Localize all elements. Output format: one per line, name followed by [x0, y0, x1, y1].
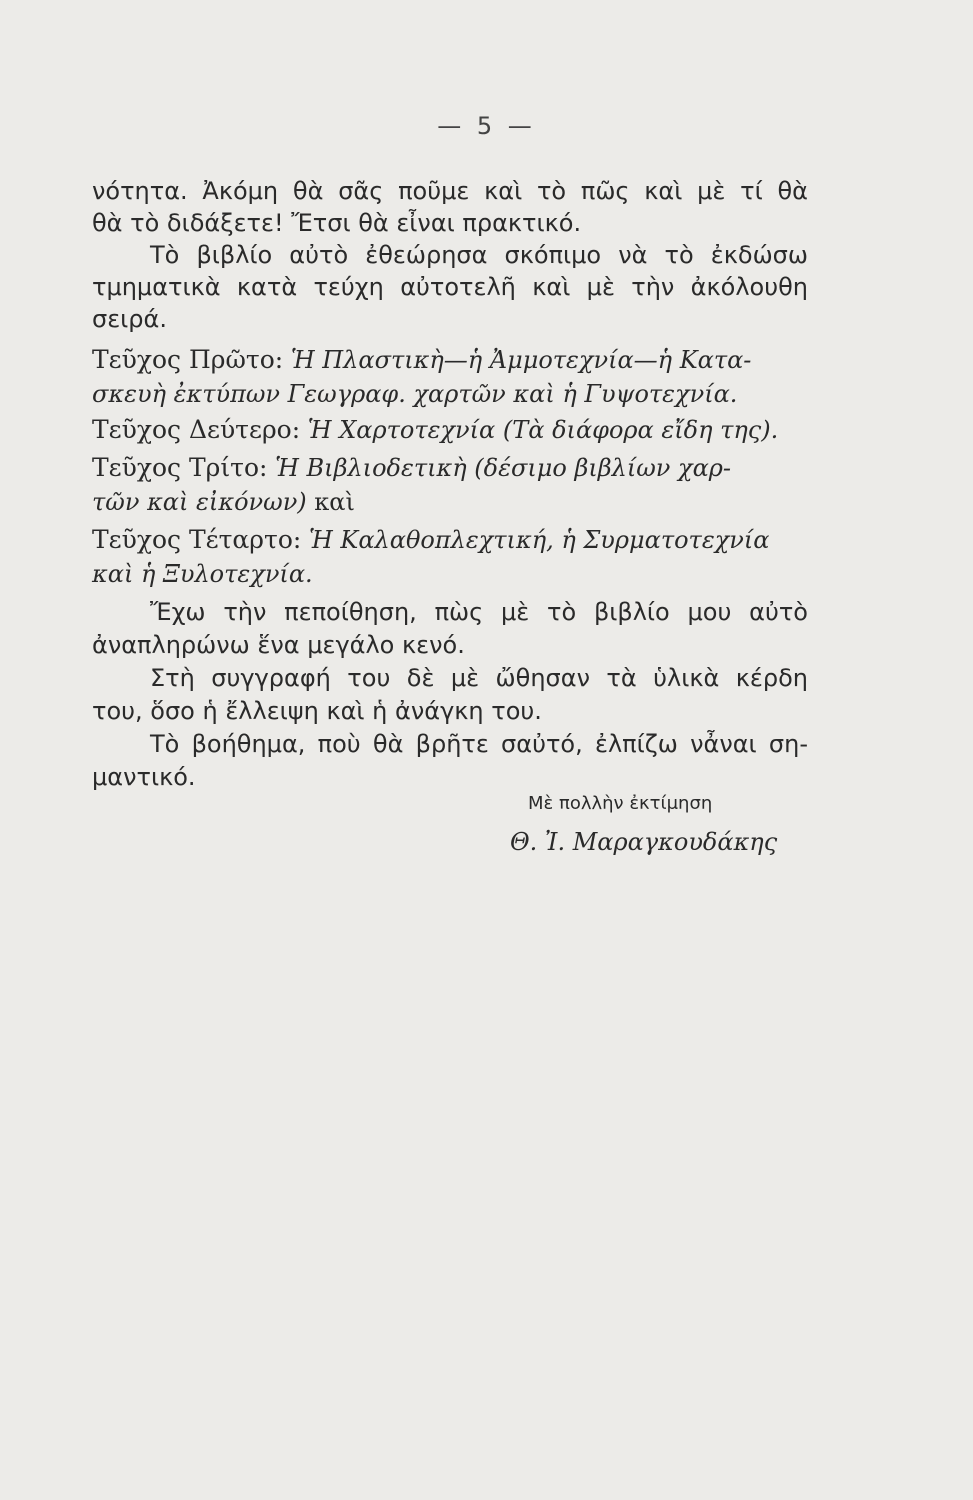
volume-1-line-2	[92, 378, 808, 410]
volume-1-label: Τεῦχος Πρῶτο:	[92, 345, 284, 374]
text-line: μαντικό.	[92, 763, 196, 791]
volume-2-label: Τεῦχος Δεύτερο:	[92, 415, 301, 444]
text-line: Τὸ βοήθημα, ποὺ θὰ βρῆτε σαὐτό, ἐλπίζω νἆναι ση-	[150, 730, 808, 758]
text-line: σειρά.	[92, 305, 167, 333]
text-line: του, ὅσο ἡ ἔλλειψη καὶ ἡ ἀνάγκη του.	[92, 697, 542, 725]
volume-3-line-1	[92, 452, 808, 484]
text-line: ἀναπληρώνω ἕνα μεγάλο κενό.	[92, 631, 465, 659]
text-line: Ἔχω τὴν πεποίθηση, πὼς μὲ τὸ βιβλίο μου αὐτὸ	[150, 598, 808, 626]
volume-1-title-cont: σκευὴ ἐκτύπων Γεωγραφ. χαρτῶν καὶ ἡ Γυψοτεχνία.	[92, 380, 738, 408]
volume-1-line-1	[92, 344, 808, 376]
volume-3-title-cont: τῶν καὶ εἰκόνων)	[92, 488, 307, 516]
text-line: Τὸ βιβλίο αὐτὸ ἐθεώρησα σκόπιμο νὰ τὸ ἐκδώσω	[150, 241, 808, 269]
volume-2-title: Ἡ Χαρτοτεχνία (Τὰ διάφορα εἴδη της).	[307, 416, 779, 444]
volume-3-label: Τεῦχος Τρίτο:	[92, 453, 268, 482]
volume-3-suffix: καὶ	[314, 488, 355, 516]
text-line: θὰ τὸ διδάξετε! Ἔτσι θὰ εἶναι πρακτικό.	[92, 209, 582, 237]
salutation: Μὲ πολλὴν ἐκτίμηση	[528, 793, 713, 814]
text-line: νότητα. Ἀκόμη θὰ σᾶς ποῦμε καὶ τὸ πῶς καὶ μὲ τί θὰ	[92, 177, 808, 205]
text-line: τμηματικὰ κατὰ τεύχη αὐτοτελῆ καὶ μὲ τὴν ἀκόλουθη	[92, 273, 808, 301]
volume-4-line-1	[92, 524, 808, 556]
volume-4-title: Ἡ Καλαθοπλεχτική, ἡ Συρματοτεχνία	[308, 526, 770, 554]
volume-1-title: Ἡ Πλαστικὴ—ἡ Ἀμμοτεχνία—ἡ Κατα-	[290, 346, 752, 374]
volume-3-title: Ἡ Βιβλιοδετικὴ (δέσιμο βιβλίων χαρ-	[275, 454, 731, 482]
volume-4-label: Τεῦχος Τέταρτο:	[92, 525, 302, 554]
author-signature: Θ. Ἰ. Μαραγκουδάκης	[510, 828, 778, 856]
volume-2-line-1	[92, 414, 808, 446]
text-line: Στὴ συγγραφή του δὲ μὲ ὤθησαν τὰ ὑλικὰ κέρδη	[150, 664, 808, 692]
volume-4-title-cont: καὶ ἡ Ξυλοτεχνία.	[92, 560, 313, 588]
volume-4-line-2	[92, 558, 808, 590]
volume-3-line-2	[92, 486, 808, 518]
page-number: — 5 —	[437, 112, 536, 140]
